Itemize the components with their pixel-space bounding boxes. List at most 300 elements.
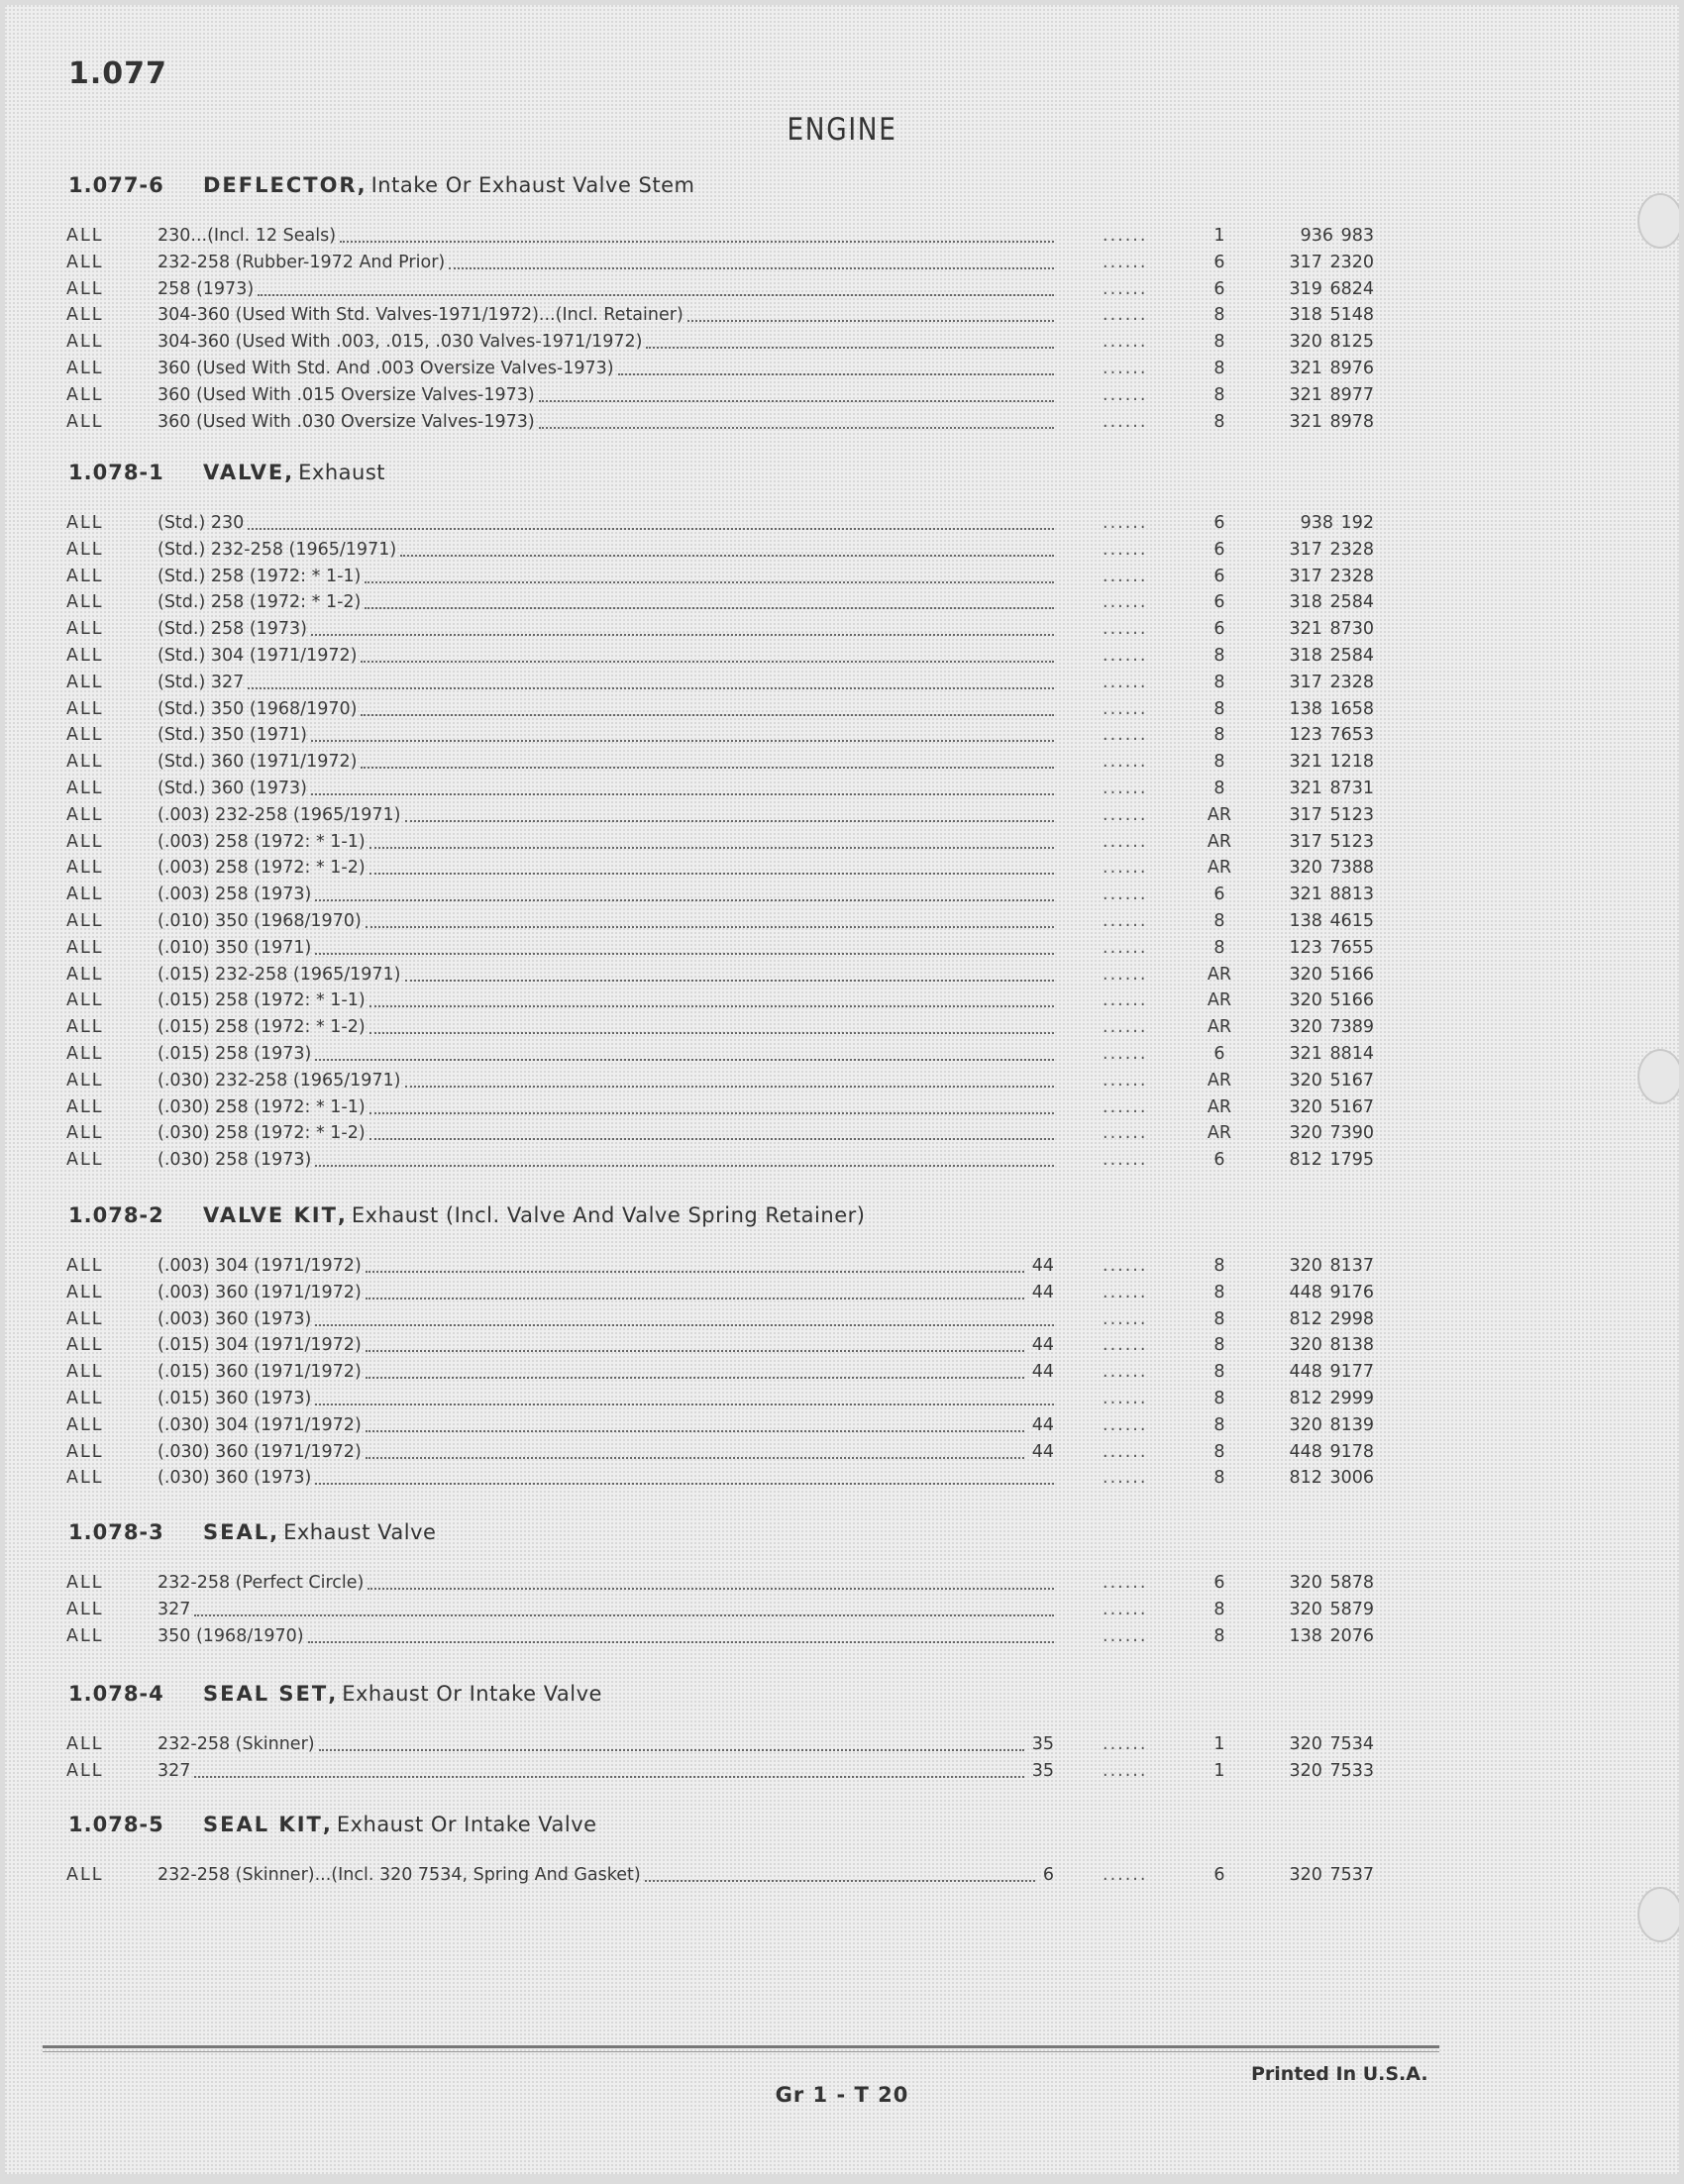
dot-leader bbox=[366, 1335, 1024, 1352]
table-row bbox=[5, 1570, 1679, 1597]
application-cell: ALL bbox=[66, 858, 104, 879]
spacer-dots: ...... bbox=[1103, 1760, 1148, 1781]
spacer-dots: ...... bbox=[1103, 1625, 1148, 1646]
description-cell bbox=[158, 226, 1054, 246]
description-text: (.030) 360 (1973) bbox=[158, 1468, 312, 1489]
description-cell bbox=[158, 699, 1054, 719]
spacer-dots: ...... bbox=[1103, 1573, 1148, 1593]
application-cell: ALL bbox=[66, 804, 104, 825]
section-description: Exhaust bbox=[298, 461, 386, 484]
section-name: DEFLECTOR bbox=[203, 173, 358, 197]
description-text: (.003) 232-258 (1965/1971) bbox=[158, 804, 401, 825]
part-number-cell: 123 7653 bbox=[1289, 725, 1374, 746]
application-cell: ALL bbox=[66, 1865, 104, 1885]
part-number-cell: 320 5167 bbox=[1289, 1070, 1374, 1091]
quantity-cell: 6 bbox=[1213, 1043, 1225, 1064]
table-row bbox=[5, 276, 1679, 303]
part-number-cell: 320 7389 bbox=[1289, 1017, 1374, 1038]
spacer-dots: ...... bbox=[1103, 831, 1148, 852]
part-number-cell: 812 2999 bbox=[1289, 1388, 1374, 1408]
description-cell bbox=[158, 540, 1054, 560]
description-text: (.030) 360 (1971/1972) bbox=[158, 1441, 362, 1462]
quantity-cell: AR bbox=[1207, 1096, 1232, 1117]
dot-leader bbox=[319, 1734, 1024, 1751]
table-row bbox=[5, 1465, 1679, 1492]
application-cell: ALL bbox=[66, 1096, 104, 1117]
description-text: (Std.) 360 (1971/1972) bbox=[158, 752, 358, 773]
description-text: (Std.) 258 (1972: * 1-1) bbox=[158, 566, 362, 586]
dot-leader bbox=[365, 592, 1054, 609]
quantity-cell: 6 bbox=[1213, 539, 1225, 560]
section-number: 1.078-2 bbox=[68, 1203, 164, 1227]
dot-leader bbox=[369, 1017, 1054, 1034]
spacer-dots: ...... bbox=[1103, 1282, 1148, 1302]
description-text: (.015) 258 (1973) bbox=[158, 1043, 312, 1064]
dot-leader bbox=[315, 1309, 1054, 1326]
application-cell: ALL bbox=[66, 1388, 104, 1408]
reference-number: 44 bbox=[1031, 1282, 1054, 1302]
quantity-cell: AR bbox=[1207, 858, 1232, 879]
quantity-cell: 8 bbox=[1213, 1599, 1225, 1619]
part-number-cell: 321 8814 bbox=[1289, 1043, 1374, 1064]
section-comma: , bbox=[337, 1203, 346, 1227]
table-row bbox=[5, 882, 1679, 908]
spacer-dots: ...... bbox=[1103, 1096, 1148, 1117]
application-cell: ALL bbox=[66, 1335, 104, 1356]
quantity-cell: 8 bbox=[1213, 1625, 1225, 1646]
application-cell: ALL bbox=[66, 1070, 104, 1091]
table-row bbox=[5, 1758, 1679, 1785]
description-cell bbox=[158, 385, 1054, 405]
description-cell bbox=[158, 1071, 1054, 1091]
part-number-cell: 320 8137 bbox=[1289, 1256, 1374, 1276]
page-title: ENGINE bbox=[787, 112, 897, 148]
description-text: (Std.) 350 (1968/1970) bbox=[158, 698, 358, 719]
reference-number: 44 bbox=[1031, 1414, 1054, 1435]
application-cell: ALL bbox=[66, 725, 104, 746]
application-cell: ALL bbox=[66, 1256, 104, 1276]
description-cell bbox=[158, 725, 1054, 745]
description-text: 258 (1973) bbox=[158, 278, 255, 299]
table-row bbox=[5, 1280, 1679, 1306]
spacer-dots: ...... bbox=[1103, 1414, 1148, 1435]
description-cell bbox=[158, 1283, 1054, 1302]
quantity-cell: 8 bbox=[1213, 1414, 1225, 1435]
part-number-cell: 317 5123 bbox=[1289, 831, 1374, 852]
section-number: 1.078-4 bbox=[68, 1682, 164, 1706]
section-comma: , bbox=[322, 1813, 331, 1836]
description-cell bbox=[158, 359, 1054, 378]
part-number-cell: 321 8813 bbox=[1289, 884, 1374, 905]
part-number-cell: 317 2328 bbox=[1289, 672, 1374, 692]
parts-table bbox=[5, 1731, 1679, 1785]
quantity-cell: 1 bbox=[1213, 1760, 1225, 1781]
description-cell bbox=[158, 1389, 1054, 1408]
quantity-cell: 6 bbox=[1213, 1865, 1225, 1885]
dot-leader bbox=[405, 805, 1055, 822]
table-row bbox=[5, 510, 1679, 537]
application-cell: ALL bbox=[66, 1441, 104, 1462]
application-cell: ALL bbox=[66, 831, 104, 852]
section-description: Exhaust Valve bbox=[283, 1520, 437, 1544]
spacer-dots: ...... bbox=[1103, 1043, 1148, 1064]
quantity-cell: 6 bbox=[1213, 884, 1225, 905]
spacer-dots: ...... bbox=[1103, 305, 1148, 326]
description-text: 360 (Used With .030 Oversize Valves-1973) bbox=[158, 411, 535, 432]
quantity-cell: AR bbox=[1207, 964, 1232, 985]
dot-leader bbox=[311, 619, 1054, 636]
part-number-cell: 320 5879 bbox=[1289, 1599, 1374, 1619]
application-cell: ALL bbox=[66, 964, 104, 985]
dot-leader bbox=[365, 567, 1054, 583]
table-row bbox=[5, 409, 1679, 436]
section-comma: , bbox=[357, 173, 366, 197]
description-text: (.030) 304 (1971/1972) bbox=[158, 1414, 362, 1435]
spacer-dots: ...... bbox=[1103, 411, 1148, 432]
section-description: Intake Or Exhaust Valve Stem bbox=[370, 173, 695, 197]
quantity-cell: 8 bbox=[1213, 1388, 1225, 1408]
application-cell: ALL bbox=[66, 1573, 104, 1593]
part-number-cell: 938 192 bbox=[1300, 513, 1374, 533]
part-number-cell: 320 7537 bbox=[1289, 1865, 1374, 1885]
quantity-cell: 8 bbox=[1213, 1256, 1225, 1276]
application-cell: ALL bbox=[66, 592, 104, 613]
description-cell bbox=[158, 1044, 1054, 1064]
description-text: (Std.) 327 bbox=[158, 672, 245, 692]
part-number-cell: 936 983 bbox=[1300, 226, 1374, 246]
dot-leader bbox=[248, 513, 1054, 530]
description-cell bbox=[158, 1865, 1054, 1885]
description-cell bbox=[158, 1761, 1054, 1781]
quantity-cell: 6 bbox=[1213, 252, 1225, 272]
quantity-cell: 8 bbox=[1213, 910, 1225, 931]
application-cell: ALL bbox=[66, 566, 104, 586]
description-cell bbox=[158, 1573, 1054, 1593]
part-number-cell: 320 5167 bbox=[1289, 1096, 1374, 1117]
footer-rule bbox=[43, 2045, 1439, 2048]
part-number-cell: 320 7534 bbox=[1289, 1734, 1374, 1754]
spacer-dots: ...... bbox=[1103, 964, 1148, 985]
description-cell bbox=[158, 779, 1054, 798]
description-cell bbox=[158, 1017, 1054, 1037]
part-number-cell: 321 8977 bbox=[1289, 384, 1374, 405]
description-cell bbox=[158, 1600, 1054, 1619]
spacer-dots: ...... bbox=[1103, 1599, 1148, 1619]
description-cell bbox=[158, 1442, 1054, 1462]
description-text: (.030) 232-258 (1965/1971) bbox=[158, 1070, 401, 1091]
description-text: (.010) 350 (1971) bbox=[158, 937, 312, 958]
description-text: (.003) 360 (1971/1972) bbox=[158, 1282, 362, 1302]
quantity-cell: 6 bbox=[1213, 566, 1225, 586]
table-row bbox=[5, 1731, 1679, 1758]
part-number-cell: 317 5123 bbox=[1289, 804, 1374, 825]
dot-leader bbox=[194, 1600, 1054, 1616]
description-cell bbox=[158, 1468, 1054, 1488]
spacer-dots: ...... bbox=[1103, 1070, 1148, 1091]
dot-leader bbox=[361, 752, 1054, 769]
parts-table bbox=[5, 1570, 1679, 1649]
reference-number: 44 bbox=[1031, 1362, 1054, 1383]
table-row bbox=[5, 1120, 1679, 1147]
dot-leader bbox=[366, 1415, 1024, 1432]
application-cell: ALL bbox=[66, 278, 104, 299]
description-cell bbox=[158, 253, 1054, 272]
spacer-dots: ...... bbox=[1103, 1335, 1148, 1356]
quantity-cell: 8 bbox=[1213, 1362, 1225, 1383]
description-text: 232-258 (Rubber-1972 And Prior) bbox=[158, 252, 446, 272]
quantity-cell: AR bbox=[1207, 1123, 1232, 1144]
section-header bbox=[68, 173, 694, 203]
part-number-cell: 320 7388 bbox=[1289, 858, 1374, 879]
description-cell bbox=[158, 412, 1054, 432]
part-number-cell: 320 7533 bbox=[1289, 1760, 1374, 1781]
description-cell bbox=[158, 1256, 1054, 1276]
description-text: (.010) 350 (1968/1970) bbox=[158, 910, 362, 931]
description-text: (.030) 258 (1972: * 1-1) bbox=[158, 1096, 366, 1117]
table-row bbox=[5, 1253, 1679, 1280]
application-cell: ALL bbox=[66, 1468, 104, 1489]
quantity-cell: AR bbox=[1207, 1017, 1232, 1038]
part-number-cell: 321 1218 bbox=[1289, 752, 1374, 773]
table-row bbox=[5, 329, 1679, 356]
part-number-cell: 138 4615 bbox=[1289, 910, 1374, 931]
reference-number: 44 bbox=[1031, 1441, 1054, 1462]
description-cell bbox=[158, 858, 1054, 878]
dot-leader bbox=[369, 990, 1054, 1007]
spacer-dots: ...... bbox=[1103, 1441, 1148, 1462]
description-text: (Std.) 304 (1971/1972) bbox=[158, 645, 358, 666]
dot-leader bbox=[539, 385, 1054, 402]
description-text: 304-360 (Used With Std. Valves-1971/1972)...(Incl. Retainer) bbox=[158, 305, 684, 326]
dot-leader bbox=[405, 965, 1055, 982]
page-number: 1.077 bbox=[68, 56, 167, 91]
part-number-cell: 318 2584 bbox=[1289, 592, 1374, 613]
table-row bbox=[5, 1147, 1679, 1174]
application-cell: ALL bbox=[66, 252, 104, 272]
spacer-dots: ...... bbox=[1103, 619, 1148, 640]
table-row bbox=[5, 696, 1679, 723]
spacer-dots: ...... bbox=[1103, 990, 1148, 1011]
spacer-dots: ...... bbox=[1103, 1865, 1148, 1885]
quantity-cell: 6 bbox=[1213, 513, 1225, 533]
description-text: 360 (Used With Std. And .003 Oversize Valves-1973) bbox=[158, 358, 614, 378]
part-number-cell: 320 7390 bbox=[1289, 1123, 1374, 1144]
parts-table bbox=[5, 1253, 1679, 1492]
reference-number: 44 bbox=[1031, 1335, 1054, 1356]
application-cell: ALL bbox=[66, 384, 104, 405]
dot-leader bbox=[366, 1283, 1024, 1300]
application-cell: ALL bbox=[66, 884, 104, 905]
section-name: VALVE KIT bbox=[203, 1203, 338, 1227]
description-text: (.003) 258 (1973) bbox=[158, 884, 312, 905]
description-text: (.015) 232-258 (1965/1971) bbox=[158, 964, 401, 985]
section-description: Exhaust (Incl. Valve And Valve Spring Retainer) bbox=[351, 1203, 866, 1227]
table-row bbox=[5, 589, 1679, 616]
part-number-cell: 321 8978 bbox=[1289, 411, 1374, 432]
spacer-dots: ...... bbox=[1103, 672, 1148, 692]
description-text: (Std.) 230 bbox=[158, 513, 245, 533]
spacer-dots: ...... bbox=[1103, 1017, 1148, 1038]
application-cell: ALL bbox=[66, 672, 104, 692]
dot-leader bbox=[194, 1761, 1023, 1778]
application-cell: ALL bbox=[66, 1414, 104, 1435]
spacer-dots: ...... bbox=[1103, 1468, 1148, 1489]
dot-leader bbox=[369, 858, 1054, 875]
part-number-cell: 321 8976 bbox=[1289, 358, 1374, 378]
quantity-cell: AR bbox=[1207, 1070, 1232, 1091]
application-cell: ALL bbox=[66, 752, 104, 773]
spacer-dots: ...... bbox=[1103, 778, 1148, 798]
spacer-dots: ...... bbox=[1103, 384, 1148, 405]
catalog-page bbox=[5, 5, 1679, 2174]
description-text: (Std.) 258 (1972: * 1-2) bbox=[158, 592, 362, 613]
table-row bbox=[5, 722, 1679, 749]
section-name: SEAL KIT bbox=[203, 1813, 323, 1836]
part-number-cell: 317 2320 bbox=[1289, 252, 1374, 272]
table-row bbox=[5, 1332, 1679, 1359]
section-header bbox=[68, 1682, 602, 1712]
description-cell bbox=[158, 619, 1054, 639]
part-number-cell: 317 2328 bbox=[1289, 566, 1374, 586]
reference-number: 35 bbox=[1031, 1760, 1054, 1781]
quantity-cell: 8 bbox=[1213, 332, 1225, 353]
part-number-cell: 812 3006 bbox=[1289, 1468, 1374, 1489]
dot-leader bbox=[248, 673, 1054, 689]
description-text: 304-360 (Used With .003, .015, .030 Valves-1971/1972) bbox=[158, 332, 643, 353]
table-row bbox=[5, 935, 1679, 962]
spacer-dots: ...... bbox=[1103, 725, 1148, 746]
part-number-cell: 320 8139 bbox=[1289, 1414, 1374, 1435]
spacer-dots: ...... bbox=[1103, 1734, 1148, 1754]
quantity-cell: 6 bbox=[1213, 1573, 1225, 1593]
dot-leader bbox=[366, 1442, 1024, 1459]
part-number-cell: 448 9177 bbox=[1289, 1362, 1374, 1383]
table-row bbox=[5, 776, 1679, 802]
table-row bbox=[5, 1597, 1679, 1623]
dot-leader bbox=[369, 1123, 1054, 1140]
table-row bbox=[5, 250, 1679, 276]
quantity-cell: 8 bbox=[1213, 305, 1225, 326]
part-number-cell: 318 5148 bbox=[1289, 305, 1374, 326]
description-cell bbox=[158, 1415, 1054, 1435]
spacer-dots: ...... bbox=[1103, 592, 1148, 613]
application-cell: ALL bbox=[66, 1760, 104, 1781]
description-text: (Std.) 258 (1973) bbox=[158, 619, 308, 640]
dot-leader bbox=[315, 1150, 1054, 1167]
reference-number: 44 bbox=[1031, 1256, 1054, 1276]
description-text: (.030) 258 (1973) bbox=[158, 1150, 312, 1171]
description-cell bbox=[158, 805, 1054, 825]
binder-hole-bottom bbox=[1637, 1887, 1679, 1942]
dot-leader bbox=[400, 540, 1054, 557]
application-cell: ALL bbox=[66, 937, 104, 958]
table-row bbox=[5, 1439, 1679, 1466]
section-header bbox=[68, 461, 385, 490]
part-number-cell: 320 5878 bbox=[1289, 1573, 1374, 1593]
quantity-cell: 8 bbox=[1213, 1335, 1225, 1356]
description-text: (.003) 258 (1972: * 1-2) bbox=[158, 858, 366, 879]
description-text: (.015) 304 (1971/1972) bbox=[158, 1335, 362, 1356]
description-cell bbox=[158, 938, 1054, 958]
footer-group-code: Gr 1 - T 20 bbox=[775, 2083, 909, 2107]
application-cell: ALL bbox=[66, 1308, 104, 1329]
spacer-dots: ...... bbox=[1103, 1388, 1148, 1408]
quantity-cell: AR bbox=[1207, 990, 1232, 1011]
section-comma: , bbox=[328, 1682, 337, 1706]
description-cell bbox=[158, 592, 1054, 612]
dot-leader bbox=[361, 646, 1054, 663]
spacer-dots: ...... bbox=[1103, 858, 1148, 879]
application-cell: ALL bbox=[66, 1150, 104, 1171]
description-cell bbox=[158, 1734, 1054, 1754]
description-cell bbox=[158, 1335, 1054, 1355]
spacer-dots: ...... bbox=[1103, 252, 1148, 272]
table-row bbox=[5, 302, 1679, 329]
description-cell bbox=[158, 673, 1054, 692]
spacer-dots: ...... bbox=[1103, 332, 1148, 353]
dot-leader bbox=[315, 1044, 1054, 1061]
application-cell: ALL bbox=[66, 1734, 104, 1754]
dot-leader bbox=[315, 938, 1054, 955]
description-text: (.015) 360 (1973) bbox=[158, 1388, 312, 1408]
dot-leader bbox=[366, 1362, 1024, 1379]
table-row bbox=[5, 1862, 1679, 1889]
part-number-cell: 320 8138 bbox=[1289, 1335, 1374, 1356]
description-text: 232-258 (Skinner)...(Incl. 320 7534, Spring And Gasket) bbox=[158, 1865, 641, 1885]
section-number: 1.078-3 bbox=[68, 1520, 164, 1544]
table-row bbox=[5, 749, 1679, 776]
dot-leader bbox=[366, 1256, 1024, 1273]
spacer-dots: ...... bbox=[1103, 278, 1148, 299]
dot-leader bbox=[645, 1865, 1035, 1882]
parts-table bbox=[5, 1862, 1679, 1889]
description-cell bbox=[158, 1626, 1054, 1646]
part-number-cell: 320 8125 bbox=[1289, 332, 1374, 353]
quantity-cell: 1 bbox=[1213, 1734, 1225, 1754]
application-cell: ALL bbox=[66, 1017, 104, 1038]
reference-number: 6 bbox=[1042, 1865, 1054, 1885]
description-cell bbox=[158, 884, 1054, 904]
reference-number: 35 bbox=[1031, 1734, 1054, 1754]
dot-leader bbox=[369, 1097, 1054, 1114]
part-number-cell: 317 2328 bbox=[1289, 539, 1374, 560]
section-description: Exhaust Or Intake Valve bbox=[342, 1682, 602, 1706]
quantity-cell: AR bbox=[1207, 831, 1232, 852]
section-name: SEAL bbox=[203, 1520, 270, 1544]
quantity-cell: 8 bbox=[1213, 725, 1225, 746]
spacer-dots: ...... bbox=[1103, 884, 1148, 905]
quantity-cell: 6 bbox=[1213, 1150, 1225, 1171]
quantity-cell: 8 bbox=[1213, 698, 1225, 719]
description-text: 232-258 (Perfect Circle) bbox=[158, 1573, 365, 1593]
quantity-cell: 8 bbox=[1213, 358, 1225, 378]
description-text: (Std.) 232-258 (1965/1971) bbox=[158, 539, 397, 560]
application-cell: ALL bbox=[66, 358, 104, 378]
part-number-cell: 318 2584 bbox=[1289, 645, 1374, 666]
application-cell: ALL bbox=[66, 990, 104, 1011]
table-row bbox=[5, 564, 1679, 590]
section-comma: , bbox=[284, 461, 293, 484]
description-cell bbox=[158, 1150, 1054, 1170]
part-number-cell: 448 9176 bbox=[1289, 1282, 1374, 1302]
description-cell bbox=[158, 1309, 1054, 1329]
application-cell: ALL bbox=[66, 698, 104, 719]
section-name: VALVE bbox=[203, 461, 285, 484]
parts-table bbox=[5, 510, 1679, 1174]
part-number-cell: 812 2998 bbox=[1289, 1308, 1374, 1329]
quantity-cell: 8 bbox=[1213, 937, 1225, 958]
section-description: Exhaust Or Intake Valve bbox=[336, 1813, 597, 1836]
